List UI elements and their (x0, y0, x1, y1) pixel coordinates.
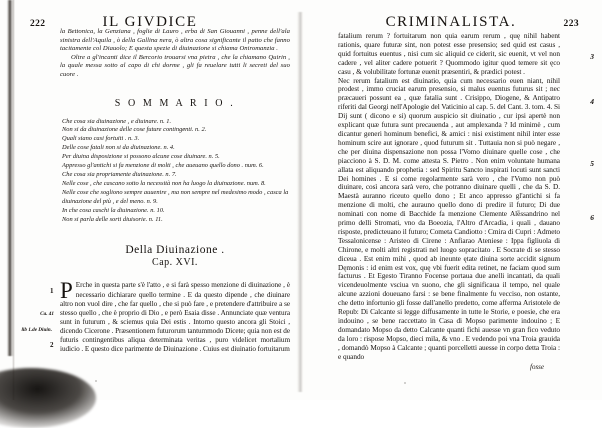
folio-number-recto: 223 (563, 19, 579, 29)
chapter-body (60, 278, 290, 354)
text-block-recto (338, 32, 560, 371)
sommario-entry: Che cosa sia propriamente diuinazione. n. 7. (62, 171, 177, 178)
paragraph-latin-1: fatalium rerum ? fortuitarum non quia earum rerum , quę nihil habent rationis, quare futuræ sint, non potest esse presensio; sed quid est casus , quid fortuitus euentus , nisi cum sic aliquid ce ciderit, sic euenit, vt vel non cadere , vel aliter cadere potuerit ? Quommodo igitur quod temere sit ęco casu , & volubilitate fortunæ euenit præsentiri, & prædici potest . (338, 31, 560, 76)
margin-paragraph-number: 3 (590, 52, 594, 61)
chapter-body-text: Erche in questa parte s'è l'atto , e si farà spesso menzione di diuinazione , è necessario dichiarare quello termine . E da questo dipende , che diuinare altro non vuol dire , che far quello , che si può fare , e pretendere d'attribuire a se stesso quello , che è proprio di Dio , e però Esaia disse . Annunciate quæ ventura sunt in futurum , & sciemus quia Dei estis . Intorno questo ancora gli Stoici , dicendo Cicerone . Præsentionem futurorum tantummodo Dicete; quia non est de futuris contingentibus aliqua determinata veritas , puro videlicet mortalium iudicio . E questo dice parimente de Diuinazione . Cuius est diuinatio fortuitarum (60, 281, 290, 354)
margin-paragraph-number: 6 (590, 213, 594, 222)
margin-paragraph-number: 4 (590, 97, 594, 106)
page-recto (300, 0, 602, 400)
drop-cap-initial: P (60, 278, 73, 304)
sommario-entry: In che cosa caschi la diuinazione. n. 10. (62, 206, 165, 214)
margin-paragraph-number: 2 (50, 341, 54, 349)
margin-reference-note: Ca. 41 (40, 311, 54, 317)
text-block-verso (60, 28, 290, 354)
chapter-number: Cap. XVI. (152, 257, 198, 269)
sommario-entry: Che cosa sia diuinazione , e diuinare. n. 1. (62, 117, 172, 125)
page-verso (0, 0, 300, 400)
folio-number-verso: 222 (30, 19, 46, 29)
catchword: fosse (530, 362, 544, 371)
sommario-entry: Non si da diuinazione delle cose future contingenti. n. 2. (62, 126, 207, 134)
running-head-recto: CRIMINALISTA. (385, 14, 517, 30)
paragraph-mixed-2: Nec rerum fatalium est diuinatio, quia cum necessario euen niant, nihil prodest , immo cruciat earum presensio, si malus euentus futurus sit ; nec præcaueri possunt ea , quæ fatalia sunt . Crisippo, Diogene, & Antipatro riferiti dal Georgi nell'Apologie del Vaticinio al cap. 5. del Cant. 3. tom. 4. Si Dij sunt ( dicono e si) quorum auspicio sit diuinatio , cur ipsi apertè non explicant quæ futura sunt precauenda , aut amplexanda ? Id minimè , cum dicantur generi hominum benefici, & amici : nisi existiment nihil inter esse hominum scire aut ignorare , quod futurum sit . Tuttauia non si può negare , che per diuina dispensazione non possa l'Vomo diuinare quelle cose , che piacciono à S. D. M. come attesta S. Pietro . Non enim voluntate humana allata est aliquando prophetia : sed Spiritu Sancto inspirati locuti sunt sancti Dei homines . E si come regolarmente sarà vero , che l'Vomo non può diuinare, così ancora sarà vero, che potranno diuinare quelli , che da S. D. Maestà auranno riceuto quello dono ; Et anco appresso gl'antichi si fa menzione di molti, che aurauno quello dono di predire il futuro; Di due nominati con nome di Bacchide fa menzione Clemente Alessandrino nel primo delli Stromati, vno da Boeozia, l'Altro d'Arcadia, i quali , dauano risposte, predicteuano il futuro; Cometa Candiotto : Cmira di Cupri : Admeto Tessalonicense : Aristeo di Cirene : Anfiarao Ateniese : Ippa figliuola di Chirone, e molti altri registrati nel luogo sopracitato . E Socrate di se stesso diceua . Est enim mihi , quod ab ineunte ętate diuina sorte accidit signum Dęmonis : id enim est vox, quę vbi fuerit edita retinet, ne faciam quod sum facturus . Et Egesto Tiranno Focense portaua due anelli incantati, da quali vicendeuolmente vsciua vn suono, che gli significaua il tempo, nel quale alcune azzioni doueuano farsi : se bene finalmente fu vecciso, non ostante, che detto infortunio gli fosse dall'anello predetto, come afferma Aristotele de Repub: Di Calcante si legge diffusamente in tutte le Storie, e poesie, che era indouino , se bene raccettato in Casa di Mopso parimente indouino ; E domandato Mopso da detto Calcante quanti fichi auesse vn gran fico veduto da loro : rispose Mopso, dieci mila, & vno . E vedendo poi vna Troia grauida , domandò Mopso à Calcante ; quanti porcelletti auesse in corpo detta Troia : e quando (338, 75, 560, 361)
margin-paragraph-number: 1 (50, 287, 54, 295)
sommario-list (60, 118, 290, 225)
sommario-entry: Per diuina disposizione si possono alcune cose diuinare. n. 5. (62, 153, 220, 161)
margin-paragraph-number: 5 (590, 159, 594, 168)
running-head-verso: IL GIVDICE (102, 14, 198, 30)
margin-reference-note: lib 1.de Diuin. (21, 327, 52, 333)
sommario-entry: Quali siano casi fortuiti . n. 3. (62, 135, 140, 143)
sommario-entry: Nelle cose che sogliono sempre auuenire , ma non sempre nel medesimo modo , casca la diuinazione del più , e del meno. n. 9. (62, 188, 289, 205)
paragraph-opening-2: Oltre a gl'incanti dice il Bercorio trouarsi vna pietra , che la chiamano Quirin , la quale messa sotto al capo di chi dorme , gli fa reuelare tutti li secreti del suo cuore . (60, 53, 290, 78)
paragraph-opening-1: la Bettonica, la Genziana , foglie di Lauro , erba di San Giouanni , penne dell'ala sinistra dell'Aquila , ò della Gallina nera, ò altra cosa significante il patto che fanno tacitamente col Diauolo; E questa spezie di diuinazione si chiama Oniromanzia . (60, 28, 290, 53)
sommario-entry: Delle cose fatali non si da diuinazione. n. 4. (62, 144, 175, 152)
sommario-entry: Non si parla delle sorti diuisorie. n. 11. (62, 215, 163, 223)
sommario-heading: S O M M A R I O . (114, 97, 236, 109)
chapter-title: Della Diuinazione . (125, 244, 225, 257)
sommario-entry: Appresso gl'antichi si fa menzione di molti , che aueuano quello dono . num. 6. (62, 162, 264, 170)
sommario-entry: Nelle cose , che cascano sotto la necessità non ha luogo la diuinazione. num. 8. (62, 179, 266, 187)
